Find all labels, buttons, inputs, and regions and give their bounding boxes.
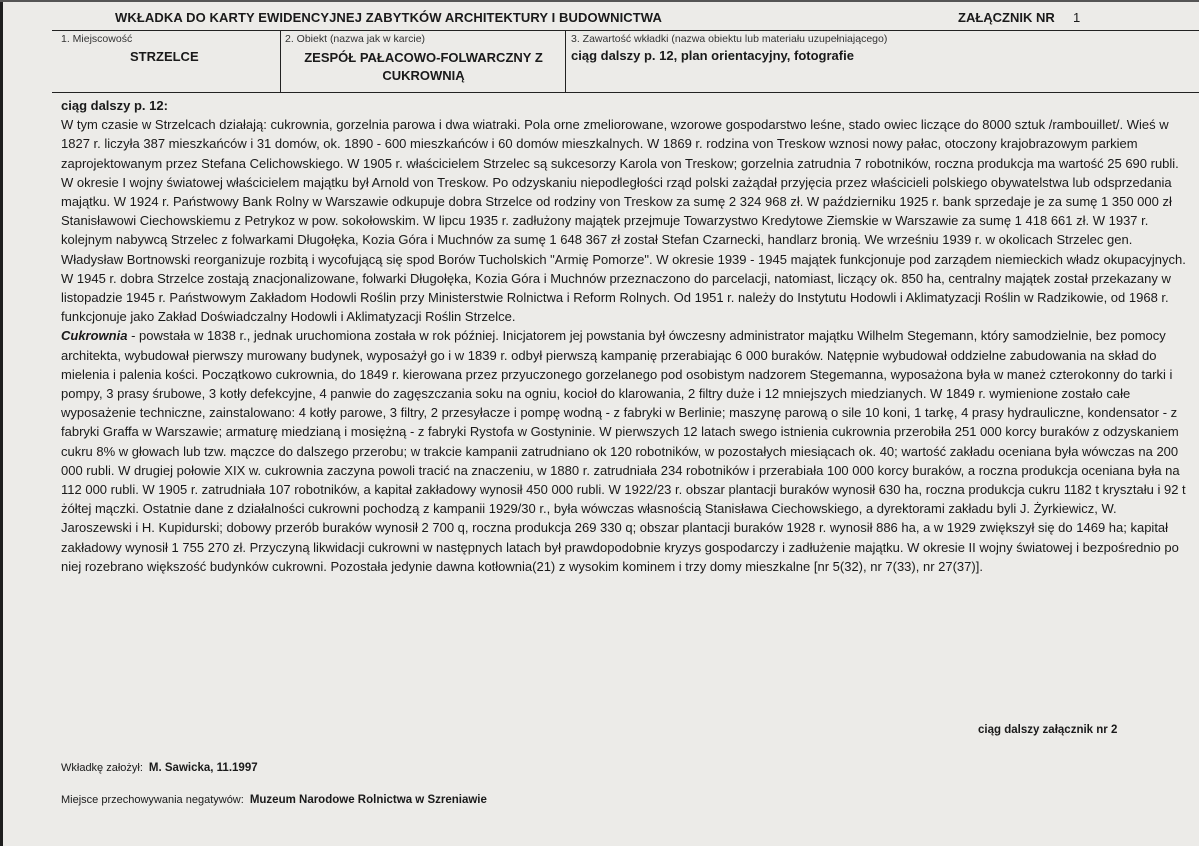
sugar-factory-paragraph (61, 326, 1191, 576)
document-header (115, 10, 1195, 26)
form-divider-2 (565, 30, 566, 92)
place-label: 1. Miejscowość (61, 33, 133, 45)
place-value: STRZELCE (130, 49, 199, 64)
continued-note: ciąg dalszy załącznik nr 2 (978, 724, 1118, 736)
document-body (61, 96, 1191, 576)
storage-label: Miejsce przechowywania negatywów: (61, 794, 244, 806)
object-label: 2. Obiekt (nazwa jak w karcie) (285, 33, 426, 45)
created-by-value: M. Sawicka, 11.1997 (148, 762, 258, 774)
document-title: WKŁADKA DO KARTY EWIDENCYJNEJ ZABYTKÓW ARCHITEKTURY I BUDOWNICTWA (115, 10, 662, 25)
form-divider-1 (280, 30, 281, 92)
content-label: 3. Zawartość wkładki (nazwa obiektu lub materiału uzupełniającego) (571, 33, 888, 45)
history-paragraph: W tym czasie w Strzelcach działają: cukrownia, gorzelnia parowa i dwa wiatraki. Pola orne zmeliorowane, wzorowe gospodarstwo leśne, stado owiec liczące do 8000 sztuk /rambouillet/. Wieś w 1827 r. liczyła 387 mieszkańców i 31 domów, ok. 1890 - 600 mieszkańców i 60 domów mieszkalnych. W 1869 r. rodzina von Treskow wznosi nowy pałac, otoczony krajobrazowym parkiem zaprojektowanym przez Stefana Celichowskiego. W 1905 r. właścicielem Strzelec są sukcesorzy Karola von Treskow; gorzelnia zatrudnia 7 robotników, roczna produkcja ma wartość 25 690 rubli. W okresie I wojny światowej właścicielem majątku był Arnold von Treskow. Po odzyskaniu niepodległości rząd polski zażądał przyjęcia przez właścicieli polskiego obywatelstwa lub odsprzedania majątku. W 1924 r. Państwowy Bank Rolny w Warszawie odkupuje dobra Strzelce od rodziny von Treskow za sumę 2 324 968 zł. W październiku 1925 r. bank sprzedaje je za sumę 1 350 000 zł Stanisławowi Ciechowskiemu z Petrykoz w pow. sokołowskim. W lipcu 1935 r. zadłużony majątek przejmuje Towarzystwo Kredytowe Ziemskie w Warszawie za sumę 1 418 661 zł. W 1937 r. kolejnym nabywcą Strzelec z folwarkami Długołęka, Kozia Góra i Muchnów za sumę 1 648 367 zł został Stefan Czarnecki, handlarz bronią. We wrześniu 1939 r. w okolicach Strzelec gen. Władysław Bortnowski reorganizuje rozbitą i wycofującą się spod Borów Tucholskich "Armię Pomorze". W okresie 1939 - 1945 majątek funkcjonuje pod zarządem niemieckich władz okupacyjnych. W 1945 r. dobra Strzelce zostają znacjonalizowane, folwarki Długołęka, Kozia Góra i Muchnów przeznaczono do parcelacji, natomiast, liczący ok. 850 ha, centralny majątek został przekazany w listopadzie 1945 r. Państwowym Zakładom Hodowli Roślin przy Ministerstwie Rolnictwa i Reform Rolnych. Od 1951 r. należy do Instytutu Hodowli i Aklimatyzacji Roślin w Radzikowie, od 1968 r. funkcjonuje jako Zakład Doświadczalny Hodowli i Aklimatyzacji Roślin Strzelce. (61, 117, 1186, 325)
annex-label: ZAŁĄCZNIK NR (958, 10, 1055, 25)
object-value: ZESPÓŁ PAŁACOWO-FOLWARCZNY Z CUKROWNIĄ (304, 50, 543, 83)
annex-number: 1 (1073, 10, 1081, 25)
created-by-label: Wkładkę założył: (61, 762, 143, 774)
form-rule-top (52, 30, 1199, 31)
storage-value: Muzeum Narodowe Rolnictwa w Szreniawie (249, 794, 487, 806)
form-rule-bottom (52, 92, 1199, 93)
sugar-factory-text: - powstała w 1838 r., jednak uruchomiona została w rok później. Inicjatorem jej powstania był ówczesny administrator majątku Wilhelm Stegemann, który samodzielnie, bez pomocy architekta, wybudował pierwszy murowany budynek, wyposażył go i w 1839 r. odbył pierwszą kampanię przerabiając 6 000 buraków. Natępnie wybudował oddzielne zabudowania na skład do mielenia i palenia kości. Początkowo cukrownia, do 1849 r. kierowana przez przyuczonego gorzelanego pod osobistym nadzorem Stegemanna, wyposażona była w maneż czterokonny do tarki i pompy, 3 prasy śrubowe, 3 kotły defekcyjne, 4 panwie do zagęszczania soku na ogniu, kocioł do klarowania, 2 filtry duże i 12 mniejszych miedzianych. W 1849 r. wymienione zostało całe wyposażenie techniczne, zainstalowano: 4 kotły parowe, 3 filtry, 2 przesyłacze i pompę wodną - z fabryki w Berlinie; maszynę parową o sile 10 koni, 1 tarkę, 4 prasy hydrauliczne, kondensator - z fabryki Graffa w Warszawie; armaturę miedzianą i mosiężną - z fabryki Rystofa w Gostyninie. W pierwszych 12 latach swego istnienia cukrownia przerobiła 251 000 korcy buraków z odzyskaniem cukru 8% w głowach lub tzw. mączce do dalszego przerobu; w trakcie kampanii zatrudniano ok 120 robotników, w pozostałych miesiącach ok. 40; wartość zakładu oceniana była wówczas na 200 000 rubli. W drugiej połowie XIX w. cukrownia zaczyna powoli tracić na znaczeniu, w 1880 r. zatrudniała 234 robotników i przerabiała 100 000 korcy buraków, a roczna produkcja oceniana była na 112 000 rubli. W 1905 r. zatrudniała 107 robotników, a kapitał zakładowy wynosił 450 000 rubli. W 1922/23 r. obszar plantacji buraków wynosił 630 ha, roczna produkcja cukru 1182 t kryształu i 92 t żółtej mączki. Ostatnie dane z działalności cukrowni pochodzą z kampanii 1929/30 r., była wówczas własnością Stanisława Ciechowskiego, a dyrektorami zakładu byli J. Żyrkiewicz, W. Jaroszewski i H. Kupidurski; dobowy przerób buraków wynosił 2 700 q, roczna produkcja 269 330 q; obszar plantacji buraków 1928 r. wynosił 886 ha, a w 1929 zwiększył się do 1469 ha; kapitał zakładowy wynosił 1 755 270 zł. Przyczyną likwidacji cukrowni w następnych latach był prawdopodobnie kryzys gospodarczy i zadłużenie majątku. W okresie II wojny światowej i bezpośrednio po niej rozebrano większość budynków cukrowni. Pozostała jedynie dawna kotłownia(21) z wysokim kominem i trzy domy mieszkalne [nr 5(32), nr 7(33), nr 27(37)]. (61, 328, 1186, 574)
sugar-factory-lead: Cukrownia (61, 328, 128, 344)
storage-line (61, 794, 487, 806)
scan-edge-left (0, 0, 3, 846)
content-value: ciąg dalszy p. 12, plan orientacyjny, fotografie (571, 48, 854, 63)
created-by-line (61, 762, 258, 774)
continuation-heading: ciąg dalszy p. 12: (61, 98, 168, 113)
scan-edge-top (0, 0, 1199, 2)
